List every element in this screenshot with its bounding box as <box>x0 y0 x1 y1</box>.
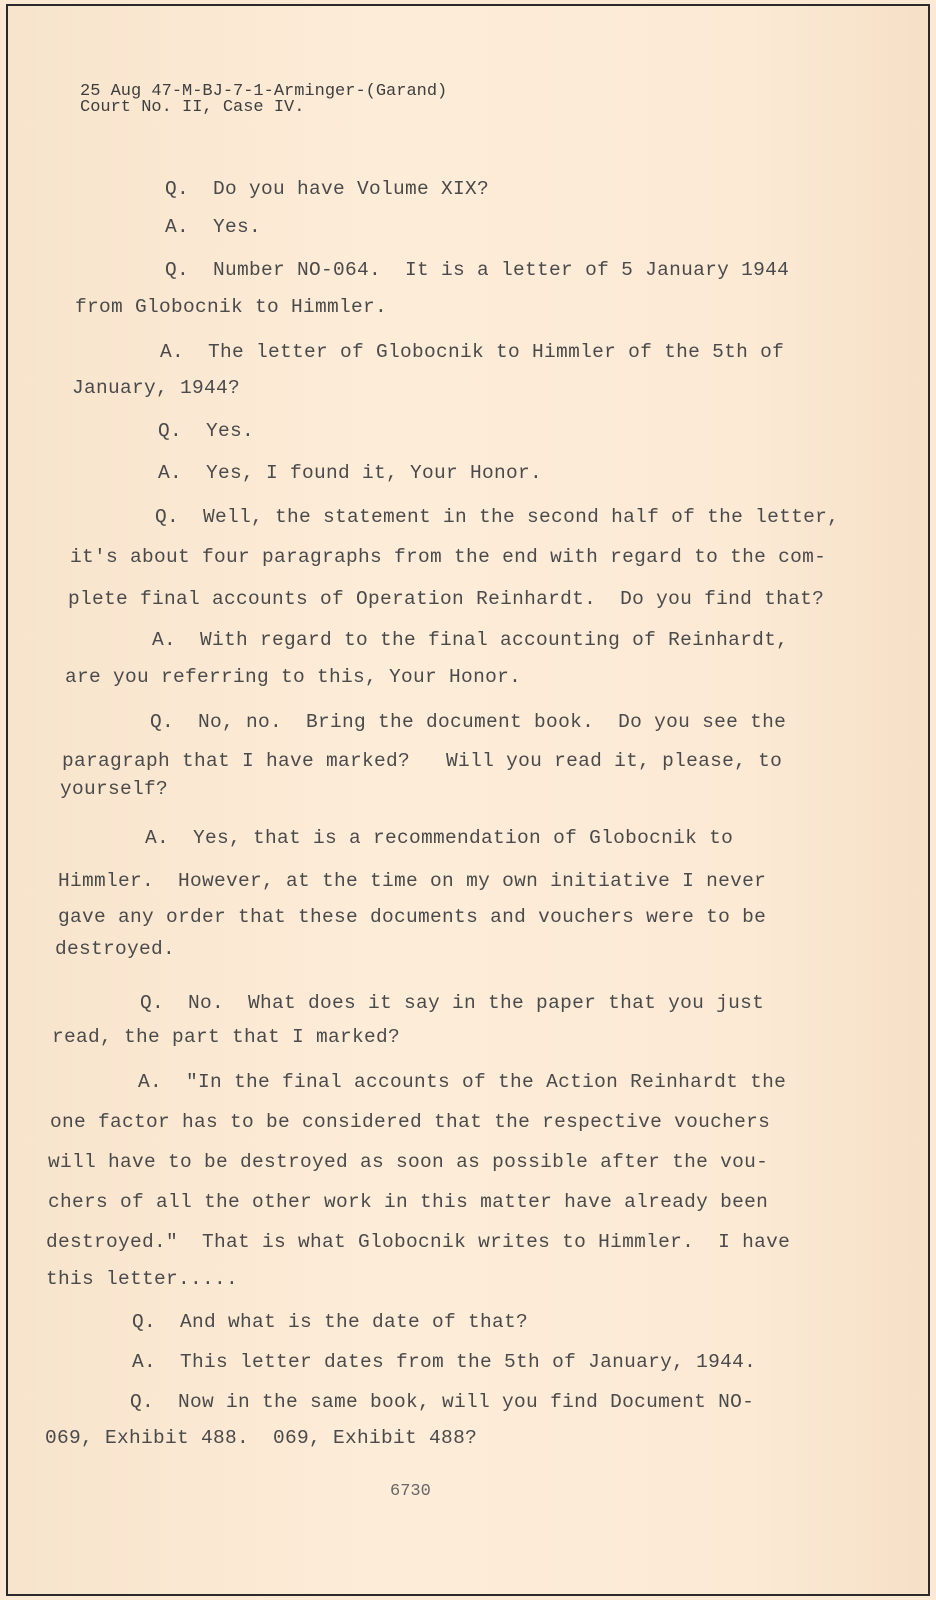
transcript-line: from Globocnik to Himmler. <box>75 296 388 318</box>
transcript-line: Q. Yes. <box>158 420 255 442</box>
transcript-line: Q. No. What does it say in the paper that you just <box>140 992 765 1014</box>
transcript-line: Q. Well, the statement in the second half of the letter, <box>155 506 840 528</box>
transcript-line: plete final accounts of Operation Reinhardt. Do you find that? <box>68 588 825 610</box>
header-line-1: 25 Aug 47-M-BJ-7-1-Arminger-(Garand) <box>80 82 448 101</box>
page-number: 6730 <box>390 1482 431 1501</box>
transcript-line: this letter..... <box>46 1268 239 1290</box>
transcript-line: yourself? <box>60 778 169 800</box>
transcript-line: A. The letter of Globocnik to Himmler of the 5th of <box>160 341 785 363</box>
transcript-line: A. "In the final accounts of the Action Reinhardt the <box>138 1071 787 1093</box>
transcript-line: destroyed." That is what Globocnik writes to Himmler. I have <box>46 1231 791 1253</box>
transcript-line: Q. Do you have Volume XIX? <box>165 178 490 200</box>
transcript-line: are you referring to this, Your Honor. <box>65 666 522 688</box>
transcript-line: chers of all the other work in this matter have already been <box>48 1191 769 1213</box>
header-line-2: Court No. II, Case IV. <box>80 98 305 117</box>
transcript-line: Q. No, no. Bring the document book. Do you see the <box>150 711 787 733</box>
transcript-line: Q. Number NO-064. It is a letter of 5 January 1944 <box>165 259 790 281</box>
transcript-line: Q. And what is the date of that? <box>132 1311 529 1333</box>
transcript-line: A. This letter dates from the 5th of January, 1944. <box>132 1351 757 1373</box>
transcript-line: A. Yes, that is a recommendation of Globocnik to <box>145 827 734 849</box>
transcript-line: one factor has to be considered that the respective vouchers <box>50 1111 771 1133</box>
transcript-line: January, 1944? <box>72 377 241 399</box>
transcript-line: it's about four paragraphs from the end with regard to the com- <box>70 546 827 568</box>
transcript-line: A. Yes, I found it, Your Honor. <box>158 462 543 484</box>
transcript-line: gave any order that these documents and vouchers were to be <box>58 906 767 928</box>
transcript-line: read, the part that I marked? <box>52 1026 401 1048</box>
transcript-line: A. With regard to the final accounting of Reinhardt, <box>152 629 789 651</box>
transcript-line: A. Yes. <box>165 216 262 238</box>
transcript-line: Q. Now in the same book, will you find Document NO- <box>130 1391 755 1413</box>
transcript-line: Himmler. However, at the time on my own initiative I never <box>58 870 767 892</box>
transcript-line: destroyed. <box>55 938 176 960</box>
transcript-line: will have to be destroyed as soon as possible after the vou- <box>48 1151 769 1173</box>
document-page <box>6 4 930 1596</box>
transcript-line: 069, Exhibit 488. 069, Exhibit 488? <box>45 1427 478 1449</box>
transcript-line: paragraph that I have marked? Will you read it, please, to <box>62 750 783 772</box>
